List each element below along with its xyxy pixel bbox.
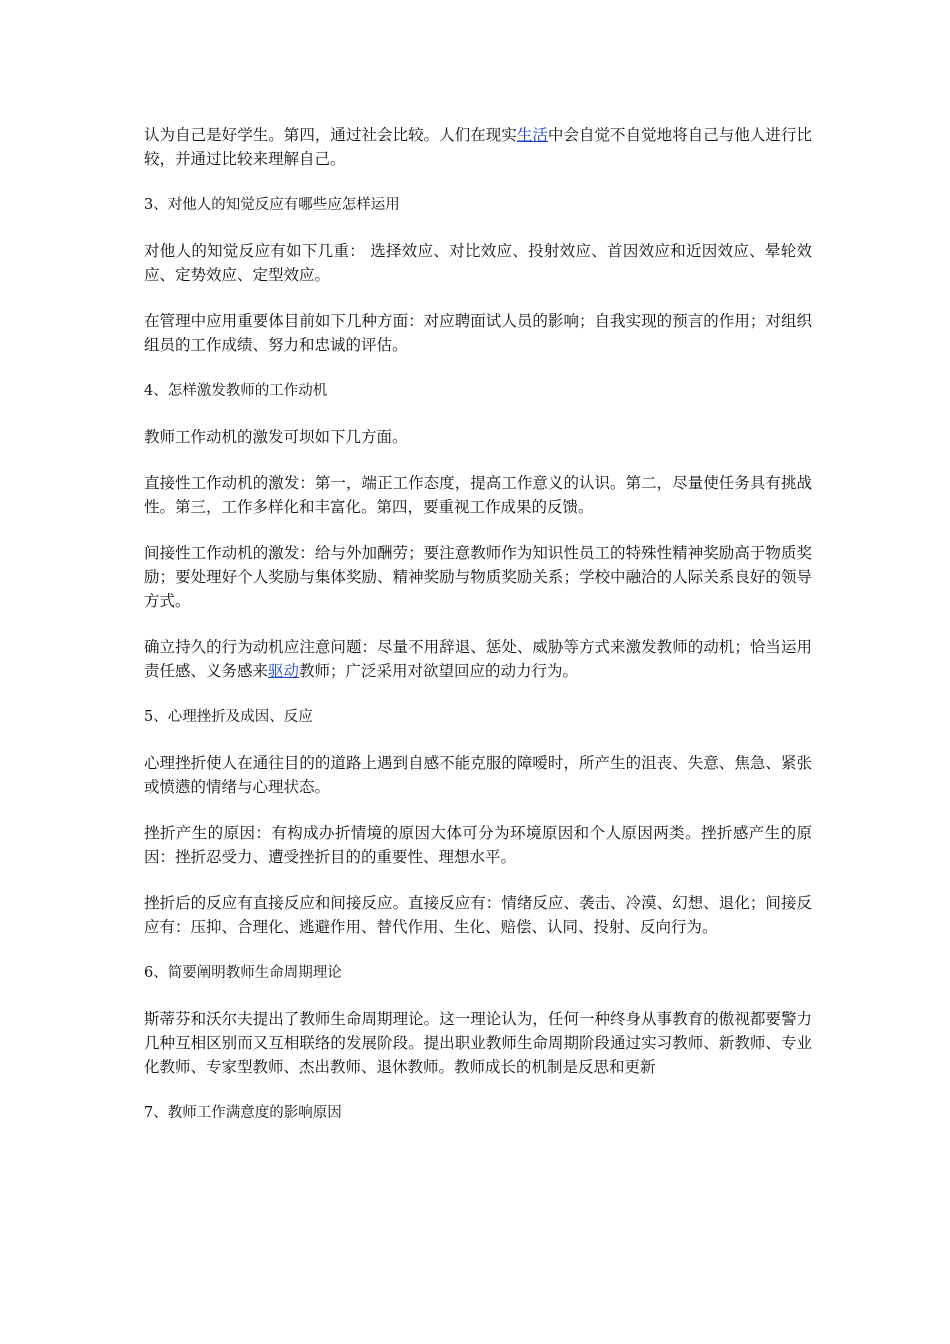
paragraph bbox=[144, 1007, 812, 1079]
text-run: 3、对他人的知觉反应有哪些应怎样运用 bbox=[144, 197, 400, 213]
paragraph bbox=[144, 891, 812, 939]
section-heading bbox=[144, 379, 812, 403]
section-heading bbox=[144, 961, 812, 985]
text-run: 中会自觉不自觉地将自己与他人进行比较，并通过比较来理解自己。 bbox=[144, 126, 812, 168]
text-run: 直接性工作动机的激发：第一，端正工作态度，提高工作意义的认识。第二，尽量使任务具有挑战性。第三，工作多样化和丰富化。第四，要重视工作成果的反馈。 bbox=[144, 474, 812, 516]
text-run: 教师；广泛采用对欲望回应的动力行为。 bbox=[299, 662, 579, 680]
paragraph bbox=[144, 471, 812, 519]
inline-link[interactable]: 驱动 bbox=[268, 662, 300, 680]
text-run: 对他人的知觉反应有如下几重： 选择效应、对比效应、投射效应、首因效应和近因效应、晕轮效应、定势效应、定型效应。 bbox=[144, 242, 812, 284]
text-run: 确立持久的行为动机应注意问题：尽量不用辞退、惩处、威胁等方式来激发教师的动机；恰当运用责任感、义务感来 bbox=[144, 638, 812, 680]
text-run: 在管理中应用重要体目前如下几种方面：对应聘面试人员的影响；自我实现的预言的作用；对组织组员的工作成绩、努力和忠诚的评估。 bbox=[144, 312, 812, 354]
text-run: 5、心理挫折及成因、反应 bbox=[144, 709, 313, 725]
paragraph bbox=[144, 821, 812, 869]
text-run: 7、教师工作满意度的影响原因 bbox=[144, 1105, 342, 1121]
document-body bbox=[144, 123, 812, 1147]
text-run: 6、简要阐明教师生命周期理论 bbox=[144, 965, 342, 981]
paragraph bbox=[144, 751, 812, 799]
text-run: 心理挫折使人在通往目的的道路上遇到自感不能克服的障嗳时，所产生的沮丧、失意、焦急、紧张或愤懑的情绪与心理状态。 bbox=[144, 754, 812, 796]
section-heading bbox=[144, 193, 812, 217]
text-run: 认为自己是好学生。第四，通过社会比较。人们在现实 bbox=[144, 126, 517, 144]
text-run: 间接性工作动机的激发：给与外加酬劳；要注意教师作为知识性员工的特殊性精神奖励高于物质奖励；要处理好个人奖励与集体奖励、精神奖励与物质奖励关系；学校中融洽的人际关系良好的领导方式。 bbox=[144, 544, 812, 610]
inline-link[interactable]: 生活 bbox=[516, 126, 548, 144]
section-heading bbox=[144, 705, 812, 729]
paragraph bbox=[144, 425, 812, 449]
paragraph bbox=[144, 635, 812, 683]
text-run: 4、怎样激发教师的工作动机 bbox=[144, 383, 328, 399]
text-run: 挫折产生的原因：有构成办折情境的原因大体可分为环境原因和个人原因两类。挫折感产生的原因：挫折忍受力、遭受挫折目的的重要性、理想水平。 bbox=[144, 824, 812, 866]
paragraph bbox=[144, 239, 812, 287]
section-heading bbox=[144, 1101, 812, 1125]
text-run: 挫折后的反应有直接反应和间接反应。直接反应有：情绪反应、袭击、冷漠、幻想、退化；间接反应有：压抑、合理化、逃避作用、替代作用、生化、赔偿、认同、投射、反向行为。 bbox=[144, 894, 812, 936]
text-run: 教师工作动机的激发可坝如下几方面。 bbox=[144, 428, 408, 446]
paragraph bbox=[144, 541, 812, 613]
paragraph bbox=[144, 123, 812, 171]
paragraph bbox=[144, 309, 812, 357]
text-run: 斯蒂芬和沃尔夫提出了教师生命周期理论。这一理论认为，任何一种终身从事教育的傲视都要警力几种互相区别而又互相联络的发展阶段。提出职业教师生命周期阶段通过实习教师、新教师、专业化教师、专家型教师、杰出教师、退休教师。教师成长的机制是反思和更新 bbox=[144, 1010, 812, 1076]
